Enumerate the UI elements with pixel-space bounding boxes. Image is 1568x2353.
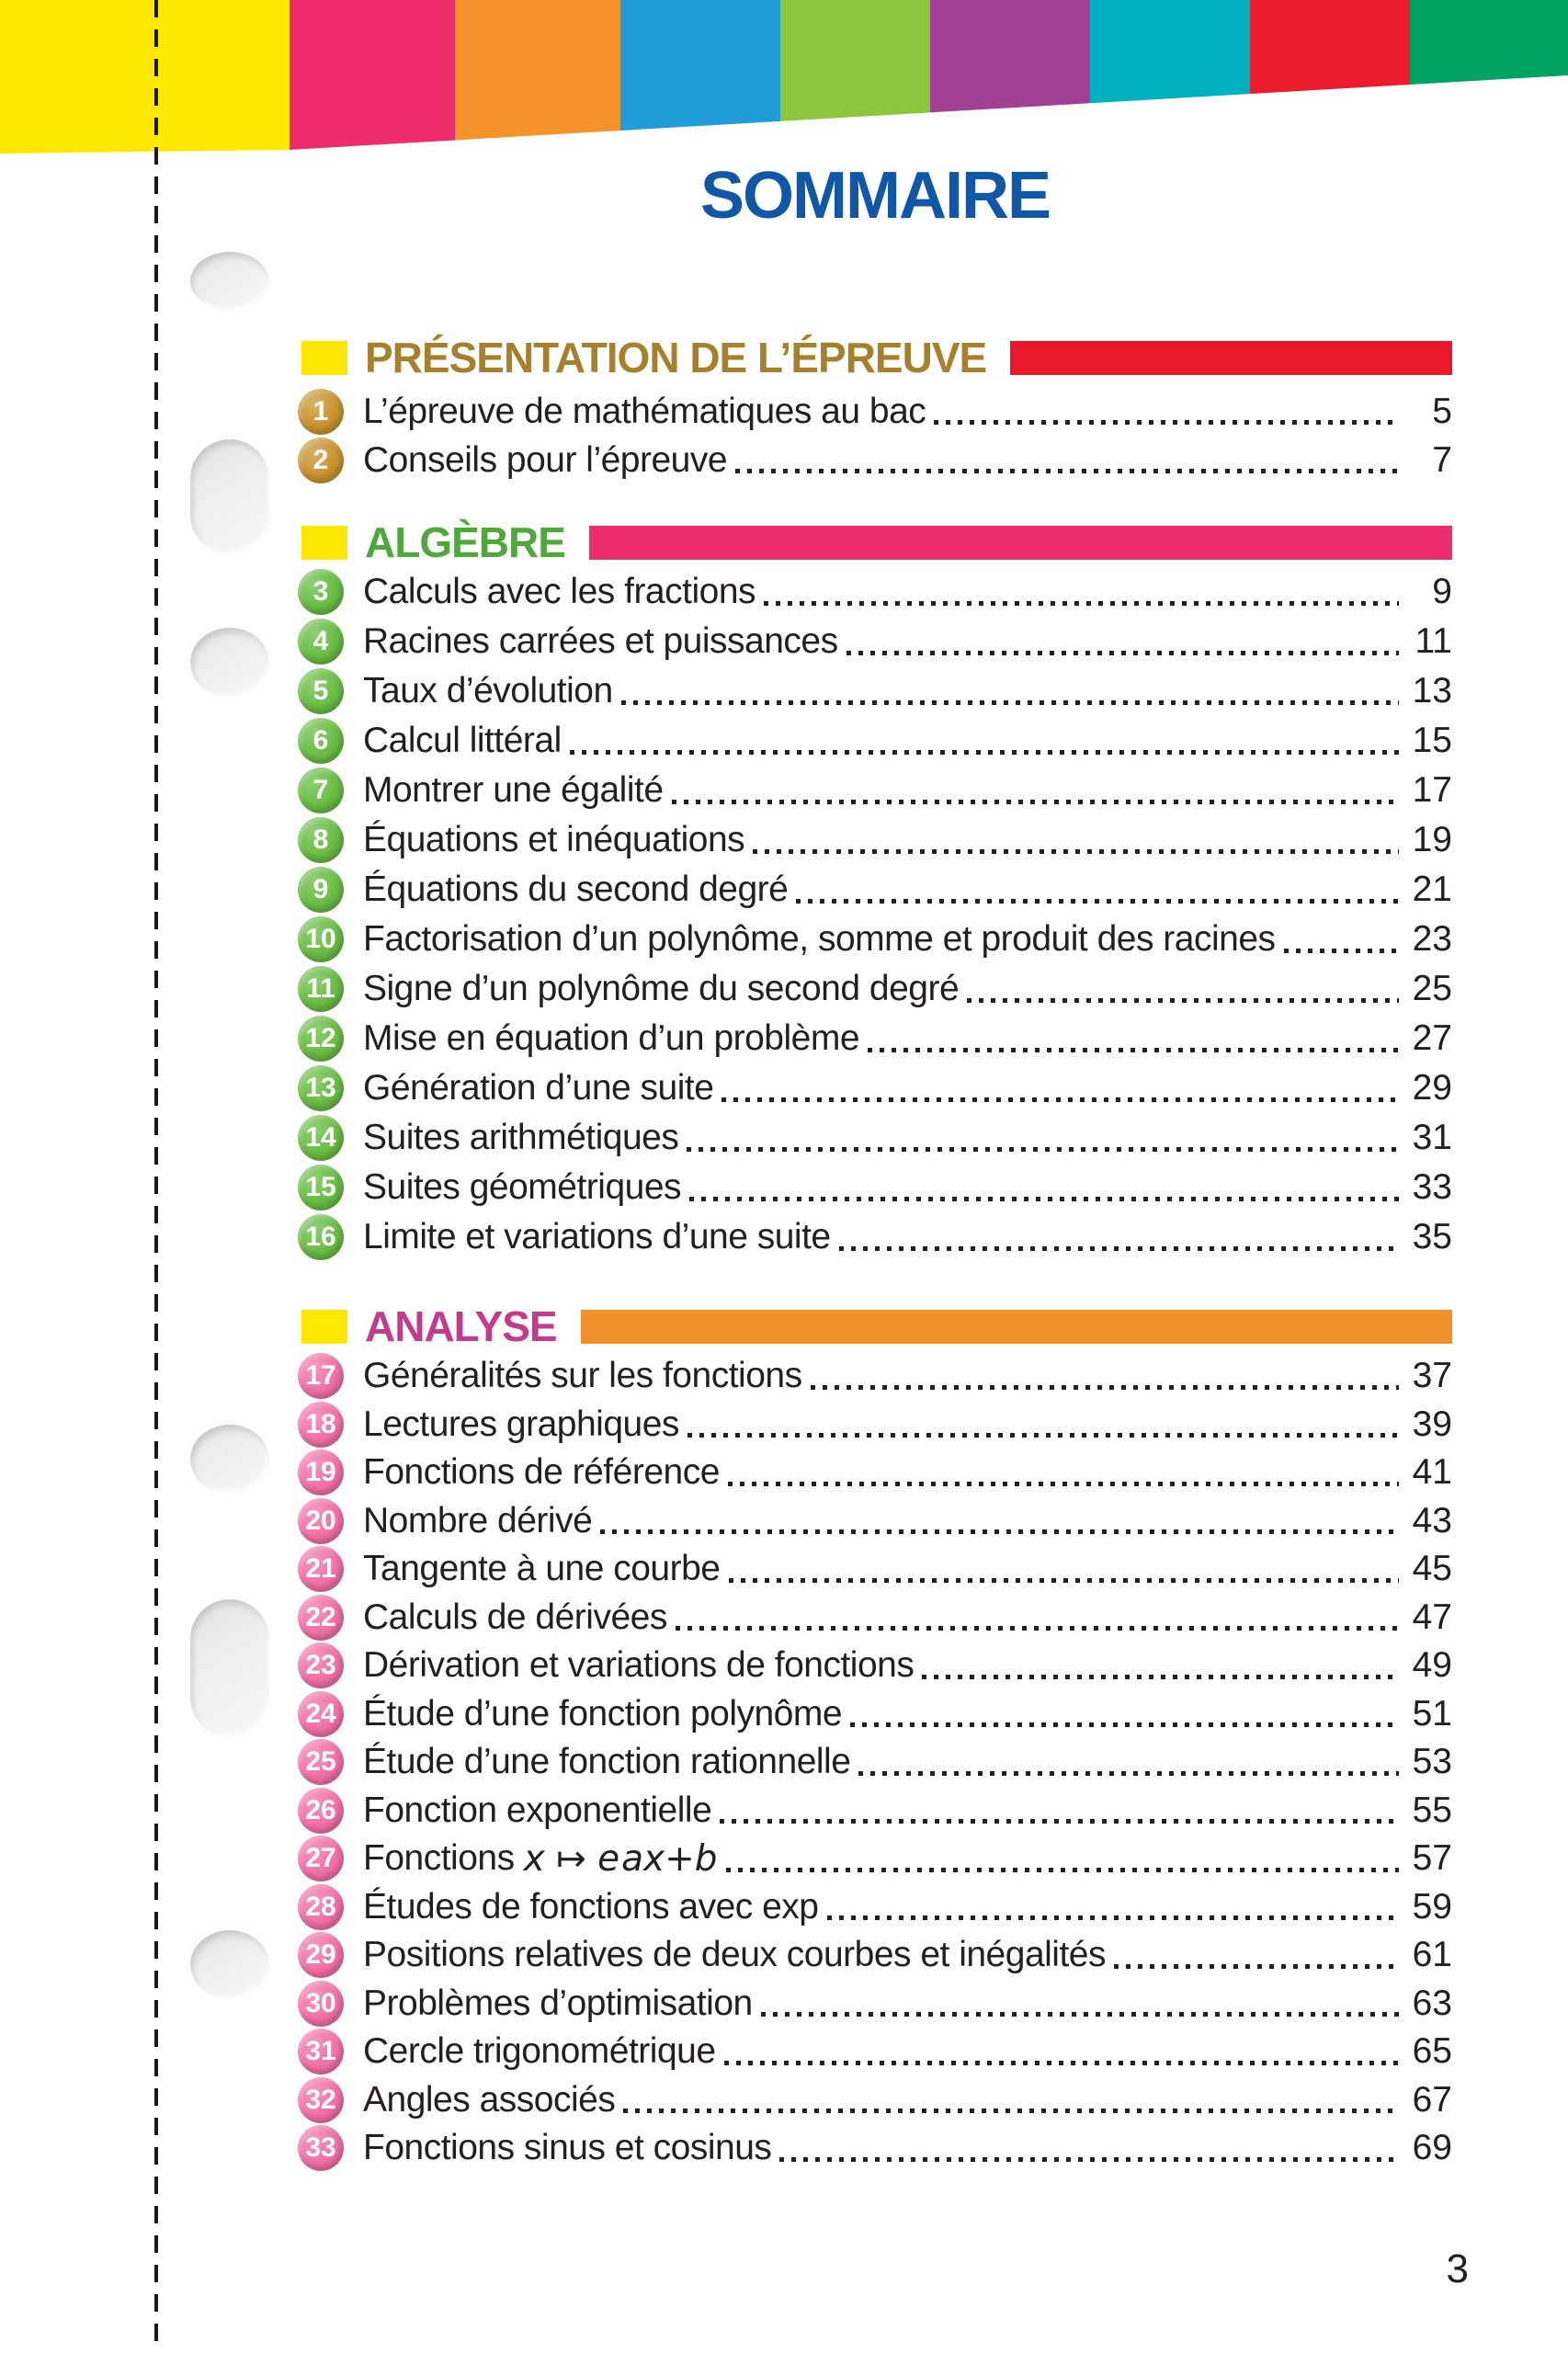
chapter-page-number: 13: [1412, 671, 1452, 710]
chapter-number-badge: 24: [298, 1691, 344, 1737]
dot-leader: [689, 1197, 1399, 1201]
chapter-title: Positions relatives de deux courbes et inégalités: [363, 1935, 1106, 1975]
chapter-title-exponent: ax+b: [621, 1837, 718, 1880]
chapter-title: Dérivation et variations de fonctions: [363, 1645, 915, 1686]
toc-entry: [298, 1931, 1452, 1980]
toc-section: [298, 334, 1452, 484]
chapter-page-number: 51: [1412, 1693, 1452, 1733]
toc-entry: [298, 1883, 1452, 1932]
chapter-title: Calculs avec les fractions: [363, 572, 756, 611]
toc-entry: [298, 964, 1452, 1014]
chapter-number-badge: 23: [298, 1643, 344, 1688]
chapter-title: Montrer une égalité: [363, 770, 664, 810]
toc-section: [298, 518, 1452, 1262]
dot-leader: [1114, 1964, 1399, 1969]
thumb-tab-ellipse: [190, 252, 269, 311]
toc-entry: [298, 815, 1452, 865]
banner-stripe-emerald: [1410, 0, 1568, 153]
toc-entry: [298, 1014, 1452, 1063]
chapter-title: Fonctions de référence: [363, 1452, 720, 1493]
toc-entry: [298, 1835, 1452, 1883]
chapter-page-number: 11: [1415, 621, 1452, 661]
chapter-number-badge: 19: [298, 1449, 344, 1495]
chapter-page-number: 43: [1412, 1500, 1452, 1540]
chapter-page-number: 53: [1412, 1742, 1452, 1782]
chapter-number-badge: 18: [298, 1402, 344, 1448]
chapter-title: Génération d’une suite: [363, 1068, 714, 1108]
thumb-tab-ellipse: [190, 1930, 269, 1999]
dot-leader: [922, 1675, 1399, 1679]
dot-leader: [858, 1771, 1399, 1776]
toc-entry: [298, 915, 1452, 964]
chapter-number-badge: 27: [298, 1836, 344, 1881]
dot-leader: [720, 1819, 1399, 1824]
chapter-page-number: 59: [1412, 1886, 1452, 1927]
chapter-title: Fonctions sinus et cosinus: [363, 2128, 772, 2168]
chapter-page-number: 33: [1412, 1167, 1452, 1207]
chapter-number-badge: 9: [298, 867, 344, 913]
yellow-marker-square: [301, 341, 347, 375]
dot-leader: [753, 849, 1399, 854]
chapter-number-badge: 6: [298, 718, 344, 764]
chapter-number-badge: 5: [298, 668, 344, 714]
toc-entry: [298, 1163, 1452, 1212]
thumb-tab-pill: [190, 1599, 269, 1737]
chapter-page-number: 49: [1412, 1645, 1452, 1686]
toc-entry: [298, 1642, 1452, 1690]
chapter-number-badge: 10: [298, 916, 344, 962]
section-title: ALGÈBRE: [365, 518, 565, 566]
chapter-number-badge: 26: [298, 1788, 344, 1834]
chapter-title: Angles associés: [363, 2079, 616, 2120]
dot-leader: [672, 800, 1399, 804]
chapter-page-number: 37: [1412, 1356, 1452, 1396]
banner-stripe-yellow: [0, 0, 290, 153]
banner-stripe-blue: [620, 0, 780, 153]
toc-entry: [298, 387, 1452, 436]
section-color-bar: [581, 1310, 1452, 1344]
top-banner: [0, 0, 1568, 153]
toc-entry: [298, 1113, 1452, 1163]
chapter-page-number: 61: [1412, 1935, 1452, 1975]
chapter-number-badge: 30: [298, 1981, 344, 2027]
dot-leader: [722, 1097, 1399, 1102]
folio-page-number: 3: [1446, 2246, 1469, 2291]
banner-stripe-pink: [290, 0, 455, 153]
toc-entry: [298, 1449, 1452, 1497]
toc-entry: [298, 1787, 1452, 1836]
page-title: SOMMAIRE: [700, 159, 1050, 233]
dot-leader: [811, 1385, 1399, 1390]
dot-leader: [687, 1147, 1399, 1152]
chapter-number-badge: 22: [298, 1595, 344, 1641]
chapter-title: Limite et variations d’une suite: [363, 1217, 831, 1256]
chapter-number-badge: 14: [298, 1115, 344, 1161]
chapter-page-number: 35: [1412, 1217, 1452, 1256]
chapter-number-badge: 21: [298, 1546, 344, 1592]
toc-entry: [298, 1497, 1452, 1546]
chapter-number-badge: 1: [298, 389, 344, 435]
chapter-title-math: x ↦ e: [523, 1837, 620, 1880]
chapter-page-number: 67: [1412, 2079, 1452, 2120]
chapter-page-number: 57: [1412, 1838, 1452, 1879]
toc-entry: [298, 666, 1452, 716]
toc-entry: [298, 1352, 1452, 1401]
chapter-number-badge: 4: [298, 619, 344, 665]
chapter-page-number: 29: [1412, 1068, 1452, 1108]
thumb-tab-ellipse: [190, 1425, 269, 1494]
section-items: [298, 1352, 1452, 2173]
dot-leader: [868, 1048, 1399, 1052]
chapter-title: Calculs de dérivées: [363, 1597, 667, 1637]
toc-entry: [298, 1212, 1452, 1262]
chapter-title: Étude d’une fonction rationnelle: [363, 1742, 851, 1782]
chapter-page-number: 63: [1412, 1983, 1452, 2023]
chapter-page-number: 55: [1412, 1790, 1452, 1830]
banner-stripe-purple: [930, 0, 1090, 153]
chapter-page-number: 5: [1432, 391, 1452, 431]
chapter-page-number: 39: [1412, 1404, 1452, 1444]
section-title: PRÉSENTATION DE L’ÉPREUVE: [365, 334, 987, 381]
thumb-tab-pill: [190, 439, 269, 554]
dot-leader: [726, 1868, 1399, 1872]
dot-leader: [850, 1722, 1399, 1727]
dot-leader: [761, 2012, 1399, 2017]
chapter-page-number: 9: [1432, 572, 1452, 611]
toc-entry: [298, 2028, 1452, 2076]
chapter-number-badge: 25: [298, 1739, 344, 1785]
toc-entry: [298, 617, 1452, 666]
yellow-marker-square: [301, 526, 347, 560]
chapter-title: Mise en équation d’un problème: [363, 1018, 860, 1058]
chapter-page-number: 17: [1412, 770, 1452, 810]
chapter-number-badge: 33: [298, 2125, 344, 2171]
dot-leader: [735, 469, 1399, 473]
chapter-number-badge: 8: [298, 817, 344, 863]
toc-entry: [298, 1401, 1452, 1449]
dot-leader: [1284, 949, 1399, 953]
chapter-number-badge: 12: [298, 1016, 344, 1062]
toc-entry: [298, 1690, 1452, 1739]
chapter-title: Factorisation d’un polynôme, somme et produit des racines: [363, 919, 1276, 959]
section-header: [298, 518, 1452, 566]
dot-leader: [934, 420, 1399, 425]
chapter-title: Racines carrées et puissances: [363, 621, 838, 661]
toc-entry: [298, 1545, 1452, 1594]
section-items: [298, 567, 1452, 1262]
banner-stripe-teal: [1090, 0, 1250, 153]
dot-leader: [729, 1578, 1400, 1583]
chapter-number-badge: 20: [298, 1498, 344, 1544]
chapter-title: Problèmes d’optimisation: [363, 1983, 753, 2023]
dot-leader: [621, 700, 1399, 705]
chapter-title: Équations du second degré: [363, 870, 789, 909]
chapter-page-number: 65: [1412, 2031, 1452, 2072]
chapter-title: Généralités sur les fonctions: [363, 1356, 802, 1396]
chapter-number-badge: 29: [298, 1932, 344, 1978]
chapter-page-number: 21: [1412, 870, 1452, 909]
toc-entry: [298, 766, 1452, 815]
chapter-number-badge: 3: [298, 569, 344, 615]
section-header: [298, 1302, 1452, 1350]
chapter-page-number: 15: [1412, 721, 1452, 760]
chapter-title: Suites géométriques: [363, 1167, 682, 1207]
dot-leader: [846, 651, 1399, 655]
dot-leader: [796, 899, 1399, 904]
chapter-title: Cercle trigonométrique: [363, 2031, 716, 2072]
toc-entry: [298, 436, 1452, 484]
toc-entry: [298, 865, 1452, 915]
chapter-number-badge: 13: [298, 1065, 344, 1111]
chapter-title: Fonctions: [363, 1838, 515, 1879]
toc-entry: [298, 1738, 1452, 1787]
chapter-title: Suites arithmétiques: [363, 1118, 679, 1157]
chapter-title: Études de fonctions avec exp: [363, 1886, 819, 1927]
toc-entry: [298, 2124, 1452, 2173]
chapter-title: Calcul littéral: [363, 721, 562, 760]
chapter-page-number: 47: [1412, 1597, 1452, 1637]
dot-leader: [600, 1529, 1399, 1534]
dot-leader: [779, 2157, 1399, 2162]
dot-leader: [728, 1482, 1399, 1486]
dot-leader: [764, 601, 1399, 606]
chapter-number-badge: 28: [298, 1884, 344, 1930]
chapter-title: Nombre dérivé: [363, 1500, 593, 1540]
dot-leader: [724, 2061, 1399, 2065]
chapter-page-number: 41: [1412, 1452, 1452, 1493]
chapter-number-badge: 17: [298, 1353, 344, 1399]
dot-leader: [623, 2109, 1399, 2113]
dot-leader: [687, 1433, 1399, 1438]
section-title: ANALYSE: [365, 1302, 557, 1350]
dot-leader: [839, 1246, 1399, 1251]
section-color-bar: [1010, 341, 1452, 375]
section-items: [298, 387, 1452, 484]
chapter-page-number: 69: [1412, 2128, 1452, 2168]
chapter-number-badge: 2: [298, 438, 344, 483]
dot-leader: [676, 1626, 1399, 1631]
toc-entry: [298, 1594, 1452, 1643]
chapter-number-badge: 7: [298, 767, 344, 813]
chapter-page-number: 27: [1412, 1018, 1452, 1058]
chapter-title: Fonction exponentielle: [363, 1790, 712, 1830]
chapter-title: Taux d’évolution: [363, 671, 613, 710]
yellow-marker-square: [301, 1310, 347, 1344]
thumb-tab-ellipse: [190, 628, 269, 698]
toc-section: [298, 1302, 1452, 2173]
chapter-title: Lectures graphiques: [363, 1404, 679, 1444]
chapter-page-number: 19: [1412, 820, 1452, 859]
toc-entry: [298, 716, 1452, 766]
chapter-title: Étude d’une fonction polynôme: [363, 1693, 843, 1733]
chapter-title: L’épreuve de mathématiques au bac: [363, 391, 926, 431]
banner-stripe-orange: [455, 0, 620, 153]
chapter-page-number: 23: [1412, 919, 1452, 959]
dot-leader: [967, 998, 1399, 1003]
chapter-page-number: 7: [1432, 439, 1452, 480]
dot-leader: [827, 1915, 1400, 1920]
chapter-number-badge: 11: [298, 966, 344, 1012]
dot-leader: [570, 750, 1399, 755]
dashed-cut-line: [154, 0, 158, 2353]
chapter-number-badge: 16: [298, 1214, 344, 1260]
toc-entry: [298, 1063, 1452, 1113]
banner-stripe-green: [780, 0, 930, 153]
toc-entry: [298, 1980, 1452, 2029]
banner-stripe-red: [1250, 0, 1410, 153]
chapter-number-badge: 31: [298, 2029, 344, 2075]
chapter-title: Équations et inéquations: [363, 820, 745, 859]
chapter-title: Signe d’un polynôme du second degré: [363, 969, 960, 1008]
chapter-page-number: 45: [1412, 1549, 1452, 1589]
chapter-number-badge: 32: [298, 2077, 344, 2123]
chapter-number-badge: 15: [298, 1165, 344, 1211]
section-header: [298, 334, 1452, 381]
chapter-title: Conseils pour l’épreuve: [363, 439, 728, 480]
chapter-title: Tangente à une courbe: [363, 1549, 721, 1589]
toc-entry: [298, 567, 1452, 617]
toc-entry: [298, 2076, 1452, 2125]
section-color-bar: [589, 526, 1452, 560]
chapter-page-number: 25: [1412, 969, 1452, 1008]
chapter-page-number: 31: [1412, 1118, 1452, 1157]
